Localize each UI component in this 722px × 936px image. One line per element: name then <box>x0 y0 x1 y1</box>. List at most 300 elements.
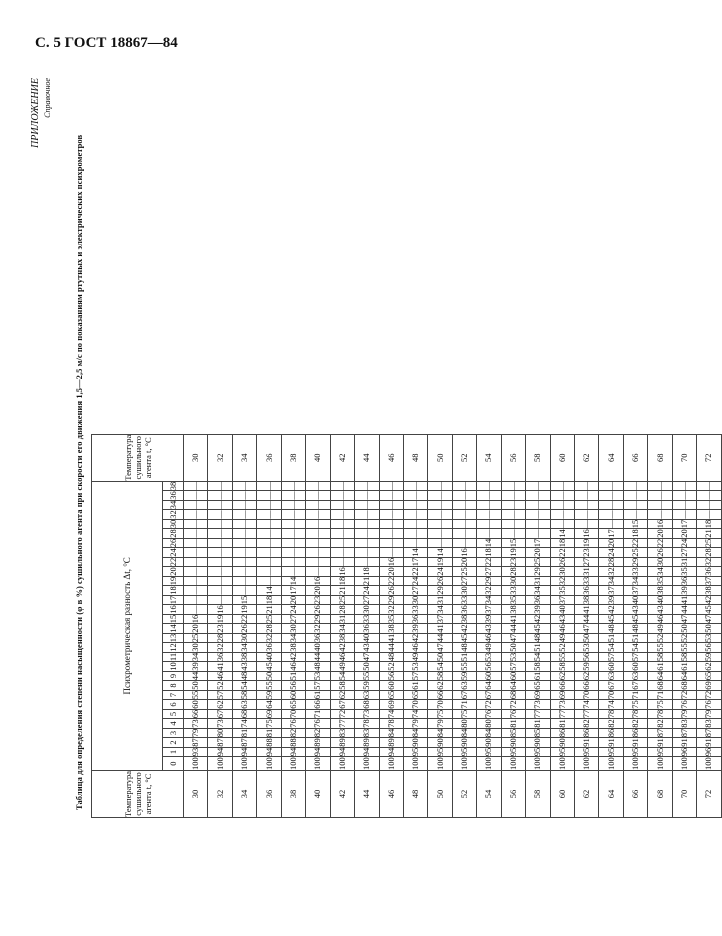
value-cell: 63 <box>452 681 476 691</box>
value-cell: 81 <box>501 719 525 729</box>
value-cell: 100 <box>452 757 476 771</box>
value-cell: 46 <box>550 624 574 634</box>
value-cell: 41 <box>672 595 696 605</box>
value-cell: — <box>281 491 305 501</box>
value-cell: — <box>208 576 232 586</box>
value-cell: 14 <box>403 548 427 558</box>
value-cell: 67 <box>477 690 501 700</box>
value-cell: 53 <box>477 652 501 662</box>
value-cell: — <box>452 500 476 510</box>
value-cell: 93 <box>184 747 208 757</box>
value-cell: 46 <box>648 614 672 624</box>
value-cell: 91 <box>697 738 721 748</box>
value-cell: 29 <box>477 576 501 586</box>
value-cell: 79 <box>428 719 452 729</box>
value-cell: 75 <box>257 719 281 729</box>
row-temp-left: 54 <box>477 770 501 817</box>
value-cell: 59 <box>355 681 379 691</box>
value-cell: — <box>355 538 379 548</box>
value-cell: — <box>232 557 256 567</box>
value-cell: 34 <box>232 643 256 653</box>
row-temp-left: 60 <box>550 770 574 817</box>
value-cell: 35 <box>501 595 525 605</box>
value-cell: 19 <box>208 614 232 624</box>
table-row <box>355 434 379 817</box>
value-cell: 50 <box>428 652 452 662</box>
value-cell: 55 <box>672 643 696 653</box>
value-cell: 44 <box>575 614 599 624</box>
value-cell: 38 <box>232 652 256 662</box>
row-temp-right: 44 <box>355 434 379 481</box>
value-cell: 32 <box>379 605 403 615</box>
value-cell: 85 <box>501 728 525 738</box>
value-cell: 36 <box>306 633 330 643</box>
value-cell: 30 <box>550 567 574 577</box>
value-cell: 46 <box>330 652 354 662</box>
value-cell: 82 <box>648 719 672 729</box>
value-cell: 83 <box>355 728 379 738</box>
value-cell: 60 <box>477 671 501 681</box>
value-cell: 50 <box>184 681 208 691</box>
diff-header: 38 <box>163 481 184 491</box>
value-cell: 36 <box>257 643 281 653</box>
value-cell: — <box>257 510 281 520</box>
value-cell: — <box>648 491 672 501</box>
value-cell: — <box>599 491 623 501</box>
value-cell: 26 <box>648 548 672 558</box>
value-cell: 28 <box>257 624 281 634</box>
value-cell: 60 <box>184 700 208 710</box>
value-cell: 20 <box>452 557 476 567</box>
table-row <box>452 434 476 817</box>
value-cell: — <box>501 529 525 539</box>
value-cell: 83 <box>672 719 696 729</box>
value-cell: 16 <box>452 548 476 558</box>
value-cell: 84 <box>379 728 403 738</box>
value-cell: — <box>232 548 256 558</box>
value-cell: — <box>232 481 256 491</box>
value-cell: 78 <box>355 719 379 729</box>
value-cell: 37 <box>697 576 721 586</box>
value-cell: 60 <box>379 681 403 691</box>
value-cell: 33 <box>452 595 476 605</box>
diff-header: 17 <box>163 595 184 605</box>
value-cell: 26 <box>232 624 256 634</box>
value-cell: — <box>428 500 452 510</box>
value-cell: 29 <box>306 614 330 624</box>
value-cell: — <box>501 500 525 510</box>
value-cell: 14 <box>550 529 574 539</box>
value-cell: — <box>452 519 476 529</box>
value-cell: 73 <box>526 700 550 710</box>
value-cell: — <box>257 529 281 539</box>
value-cell: 25 <box>623 548 647 558</box>
value-cell: 72 <box>501 700 525 710</box>
value-cell: 45 <box>526 624 550 634</box>
value-cell: 67 <box>452 690 476 700</box>
value-cell: 24 <box>281 605 305 615</box>
value-cell: 61 <box>526 671 550 681</box>
value-cell: — <box>379 519 403 529</box>
value-cell: 29 <box>526 567 550 577</box>
value-cell: 67 <box>599 681 623 691</box>
value-cell: 47 <box>428 643 452 653</box>
value-cell: 20 <box>526 548 550 558</box>
diff-header: 19 <box>163 576 184 586</box>
value-cell: 76 <box>672 700 696 710</box>
value-cell: 94 <box>330 747 354 757</box>
value-cell: 74 <box>379 709 403 719</box>
value-cell: 29 <box>379 595 403 605</box>
value-cell: 61 <box>648 662 672 672</box>
value-cell: — <box>403 500 427 510</box>
value-cell: 46 <box>208 671 232 681</box>
diff-header: 14 <box>163 624 184 634</box>
value-cell: 25 <box>330 595 354 605</box>
value-cell: 20 <box>184 624 208 634</box>
value-cell: — <box>379 538 403 548</box>
value-cell: 95 <box>526 747 550 757</box>
value-cell: 96 <box>697 747 721 757</box>
value-cell: 19 <box>428 557 452 567</box>
value-cell: 28 <box>599 557 623 567</box>
diff-header: 0 <box>163 757 184 771</box>
value-cell: 41 <box>501 614 525 624</box>
value-cell: 88 <box>257 738 281 748</box>
value-cell: — <box>306 529 330 539</box>
value-cell: 28 <box>330 605 354 615</box>
value-cell: 72 <box>672 690 696 700</box>
value-cell: — <box>355 548 379 558</box>
value-cell: — <box>232 538 256 548</box>
value-cell: 73 <box>550 700 574 710</box>
value-cell: 90 <box>428 738 452 748</box>
value-cell: 55 <box>355 671 379 681</box>
diff-header: 18 <box>163 586 184 596</box>
value-cell: 56 <box>697 643 721 653</box>
value-cell: 14 <box>428 548 452 558</box>
value-cell: 18 <box>257 595 281 605</box>
value-cell: 43 <box>355 643 379 653</box>
value-cell: 21 <box>697 529 721 539</box>
value-cell: 61 <box>403 681 427 691</box>
diff-header: 20 <box>163 567 184 577</box>
value-cell: 54 <box>330 671 354 681</box>
value-cell: — <box>428 481 452 491</box>
value-cell: 34 <box>599 576 623 586</box>
value-cell: 54 <box>232 681 256 691</box>
value-cell: 57 <box>208 690 232 700</box>
row-temp-left: 44 <box>355 770 379 817</box>
value-cell: 22 <box>477 557 501 567</box>
value-cell: 65 <box>379 690 403 700</box>
value-cell: — <box>208 529 232 539</box>
value-cell: 20 <box>281 595 305 605</box>
value-cell: 100 <box>575 757 599 771</box>
value-cell: — <box>575 491 599 501</box>
value-cell: 89 <box>379 738 403 748</box>
value-cell: 100 <box>477 757 501 771</box>
value-cell: 66 <box>575 681 599 691</box>
value-cell: 74 <box>575 700 599 710</box>
value-cell: 87 <box>648 728 672 738</box>
row-temp-left: 48 <box>403 770 427 817</box>
value-cell: — <box>281 529 305 539</box>
table-row <box>623 434 647 817</box>
value-cell: 90 <box>526 738 550 748</box>
row-temp-right: 30 <box>184 434 208 481</box>
value-cell: — <box>208 491 232 501</box>
value-cell: 82 <box>281 728 305 738</box>
value-cell: 38 <box>575 595 599 605</box>
value-cell: 68 <box>232 709 256 719</box>
table-row <box>550 434 574 817</box>
header-row-group <box>92 434 163 817</box>
table-row <box>697 434 721 817</box>
value-cell: 16 <box>330 567 354 577</box>
diff-header: 12 <box>163 643 184 653</box>
value-cell: 25 <box>184 633 208 643</box>
value-cell: 63 <box>623 671 647 681</box>
value-cell: 68 <box>355 700 379 710</box>
value-cell: 89 <box>355 738 379 748</box>
value-cell: 48 <box>306 662 330 672</box>
value-cell: 60 <box>599 662 623 672</box>
value-cell: 78 <box>623 709 647 719</box>
value-cell: 86 <box>623 728 647 738</box>
value-cell: 94 <box>232 747 256 757</box>
value-cell: 90 <box>452 738 476 748</box>
value-cell: 62 <box>550 671 574 681</box>
value-cell: — <box>257 481 281 491</box>
value-cell: 58 <box>330 681 354 691</box>
value-cell: 72 <box>330 709 354 719</box>
diff-header: 22 <box>163 557 184 567</box>
value-cell: — <box>232 510 256 520</box>
value-cell: — <box>550 519 574 529</box>
value-cell: 71 <box>648 690 672 700</box>
value-cell: 84 <box>428 728 452 738</box>
value-cell: 36 <box>575 586 599 596</box>
value-cell: 66 <box>428 690 452 700</box>
value-cell: 50 <box>672 624 696 634</box>
value-cell: 41 <box>428 624 452 634</box>
row-temp-right: 56 <box>501 434 525 481</box>
value-cell: 37 <box>477 605 501 615</box>
value-cell: 42 <box>403 633 427 643</box>
value-cell: 90 <box>550 738 574 748</box>
value-cell: 34 <box>281 633 305 643</box>
diff-header: 24 <box>163 548 184 558</box>
value-cell: 35 <box>672 567 696 577</box>
value-cell: 100 <box>623 757 647 771</box>
value-cell: — <box>184 586 208 596</box>
value-cell: 32 <box>477 586 501 596</box>
value-cell: 100 <box>184 757 208 771</box>
row-temp-right: 32 <box>208 434 232 481</box>
value-cell: 94 <box>281 747 305 757</box>
value-cell: 58 <box>672 652 696 662</box>
value-cell: 48 <box>452 643 476 653</box>
value-cell: 14 <box>257 586 281 596</box>
value-cell: 28 <box>501 567 525 577</box>
diff-header: 2 <box>163 738 184 748</box>
value-cell: 53 <box>575 643 599 653</box>
value-cell: — <box>257 557 281 567</box>
value-cell: 43 <box>648 605 672 615</box>
value-cell: — <box>208 567 232 577</box>
value-cell: — <box>184 595 208 605</box>
value-cell: 38 <box>379 624 403 634</box>
value-cell: 33 <box>623 567 647 577</box>
value-cell: — <box>355 500 379 510</box>
value-cell: — <box>355 491 379 501</box>
value-cell: 23 <box>208 624 232 634</box>
diff-header: 8 <box>163 681 184 691</box>
value-cell: 24 <box>403 576 427 586</box>
value-cell: — <box>330 519 354 529</box>
value-cell: — <box>306 567 330 577</box>
value-cell: 72 <box>477 700 501 710</box>
value-cell: 33 <box>575 576 599 586</box>
value-cell: — <box>599 510 623 520</box>
value-cell: 17 <box>526 538 550 548</box>
value-cell: — <box>672 500 696 510</box>
row-temp-left: 50 <box>428 770 452 817</box>
value-cell: — <box>477 481 501 491</box>
value-cell: 48 <box>599 624 623 634</box>
value-cell: 34 <box>477 595 501 605</box>
value-cell: 22 <box>623 538 647 548</box>
value-cell: 70 <box>428 700 452 710</box>
row-temp-left: 64 <box>599 770 623 817</box>
value-cell: — <box>697 481 721 491</box>
value-cell: 94 <box>306 747 330 757</box>
value-cell: 63 <box>599 671 623 681</box>
value-cell: 68 <box>672 681 696 691</box>
value-cell: 95 <box>477 747 501 757</box>
value-cell: 17 <box>403 557 427 567</box>
value-cell: 78 <box>379 719 403 729</box>
value-cell: 67 <box>208 709 232 719</box>
value-cell: 38 <box>452 614 476 624</box>
value-cell: 45 <box>697 605 721 615</box>
value-cell: 54 <box>526 652 550 662</box>
value-cell: — <box>575 500 599 510</box>
value-cell: 32 <box>208 643 232 653</box>
value-cell: 36 <box>355 624 379 634</box>
value-cell: 77 <box>575 709 599 719</box>
value-cell: 32 <box>697 557 721 567</box>
value-cell: 50 <box>355 662 379 672</box>
value-cell: 81 <box>550 719 574 729</box>
table-row <box>379 434 403 817</box>
value-cell: 31 <box>526 576 550 586</box>
row-temp-left: 56 <box>501 770 525 817</box>
value-cell: 70 <box>403 700 427 710</box>
value-cell: — <box>452 510 476 520</box>
table-row <box>501 434 525 817</box>
value-cell: 81 <box>257 728 281 738</box>
value-cell: — <box>232 529 256 539</box>
value-cell: 16 <box>575 529 599 539</box>
value-cell: — <box>281 481 305 491</box>
value-cell: 15 <box>232 595 256 605</box>
table-row <box>208 434 232 817</box>
value-cell: — <box>184 481 208 491</box>
table-row <box>428 434 452 817</box>
diff-header: 3 <box>163 728 184 738</box>
value-cell: 94 <box>208 747 232 757</box>
value-cell: — <box>697 500 721 510</box>
value-cell: 31 <box>428 595 452 605</box>
value-cell: — <box>232 500 256 510</box>
value-cell: — <box>208 548 232 558</box>
value-cell: 79 <box>403 719 427 729</box>
value-cell: 85 <box>526 728 550 738</box>
value-cell: 95 <box>452 747 476 757</box>
row-temp-left: 32 <box>208 770 232 817</box>
row-temp-right: 38 <box>281 434 305 481</box>
row-temp-right: 48 <box>403 434 427 481</box>
value-cell: — <box>697 510 721 520</box>
value-cell: 66 <box>550 681 574 691</box>
value-cell: 42 <box>526 614 550 624</box>
value-cell: 74 <box>403 709 427 719</box>
value-cell: — <box>281 510 305 520</box>
value-cell: 38 <box>330 633 354 643</box>
value-cell: — <box>184 529 208 539</box>
value-cell: — <box>306 500 330 510</box>
value-cell: 18 <box>355 567 379 577</box>
value-cell: 47 <box>501 633 525 643</box>
value-cell: 19 <box>575 538 599 548</box>
diff-header: 30 <box>163 519 184 529</box>
value-cell: 26 <box>550 557 574 567</box>
value-cell: 44 <box>501 624 525 634</box>
value-cell: — <box>184 519 208 529</box>
value-cell: — <box>623 481 647 491</box>
row-temp-right: 50 <box>428 434 452 481</box>
value-cell: — <box>281 519 305 529</box>
value-cell: 58 <box>526 662 550 672</box>
value-cell: 59 <box>575 662 599 672</box>
value-cell: 47 <box>575 624 599 634</box>
value-cell: 28 <box>697 548 721 558</box>
value-cell: 73 <box>184 719 208 729</box>
value-cell: 27 <box>452 576 476 586</box>
value-cell: 30 <box>281 624 305 634</box>
value-cell: 40 <box>648 595 672 605</box>
value-cell: 87 <box>232 738 256 748</box>
value-cell: 49 <box>550 633 574 643</box>
table-row <box>648 434 672 817</box>
value-cell: 75 <box>623 700 647 710</box>
value-cell: 95 <box>428 747 452 757</box>
value-cell: 90 <box>477 738 501 748</box>
diff-header: 34 <box>163 500 184 510</box>
row-temp-right: 34 <box>232 434 256 481</box>
appendix-title: ПРИЛОЖЕНИЕ <box>30 78 41 148</box>
value-cell: — <box>208 557 232 567</box>
value-cell: 94 <box>355 747 379 757</box>
value-cell: 52 <box>379 662 403 672</box>
diff-header: 16 <box>163 605 184 615</box>
value-cell: — <box>526 529 550 539</box>
value-cell: — <box>526 519 550 529</box>
value-cell: 18 <box>697 519 721 529</box>
value-cell: — <box>232 567 256 577</box>
